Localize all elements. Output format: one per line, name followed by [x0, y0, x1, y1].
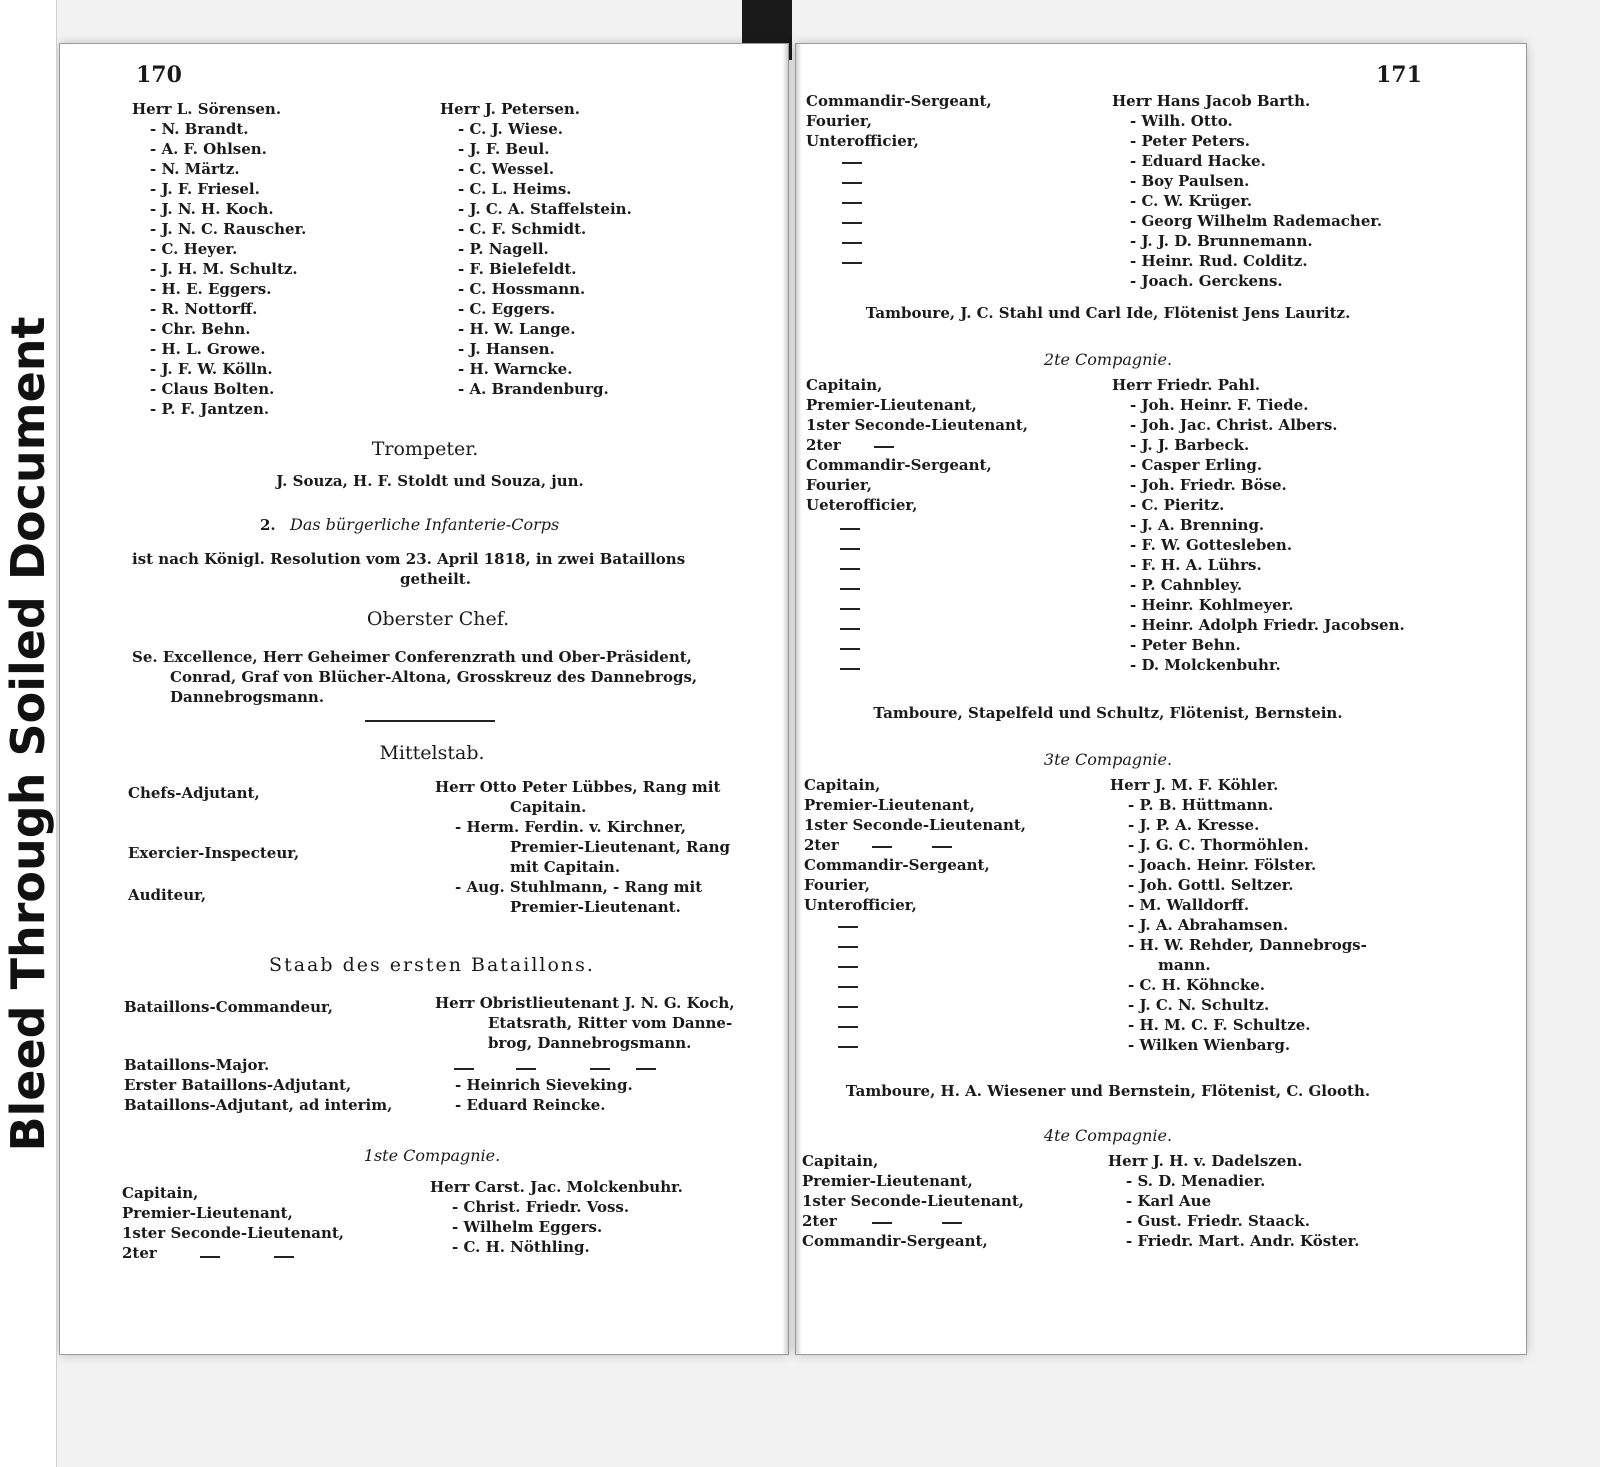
list-item: - R. Nottorff. — [150, 300, 258, 318]
ditto-dash — [840, 668, 860, 670]
rank-label: 2ter — [802, 1212, 837, 1230]
tamboure-line: Tamboure, J. C. Stahl und Carl Ide, Flötenist Jens Lauritz. — [865, 304, 1351, 322]
ditto-dash — [840, 568, 860, 570]
section-heading: Staab des ersten Bataillons. — [269, 954, 595, 976]
rank-label: Exercier-Inspecteur, — [128, 844, 300, 862]
list-item: - H. Warncke. — [458, 360, 573, 378]
name-entry: - S. D. Menadier. — [1126, 1172, 1266, 1190]
rank-label: 1ster Seconde-Lieutenant, — [806, 416, 1029, 434]
rank-label: Premier-Lieutenant, — [802, 1172, 973, 1190]
ditto-dash — [932, 846, 952, 848]
list-item: - H. W. Lange. — [458, 320, 576, 338]
section-heading: Trompeter. — [371, 438, 479, 460]
name-entry: - Heinr. Rud. Colditz. — [1130, 252, 1308, 270]
list-item: - J. N. H. Koch. — [150, 200, 274, 218]
ditto-dash — [840, 588, 860, 590]
name-entry: - Joh. Friedr. Böse. — [1130, 476, 1287, 494]
rank-label: 1ster Seconde-Lieutenant, — [804, 816, 1027, 834]
rank-label: Bataillons-Adjutant, ad interim, — [124, 1096, 393, 1114]
divider — [365, 720, 495, 722]
name-entry: - Eduard Reincke. — [455, 1096, 606, 1114]
rank-label: 1ster Seconde-Lieutenant, — [122, 1224, 345, 1242]
rank-label: Commandir-Sergeant, — [804, 856, 990, 874]
name-entry: - D. Molckenbuhr. — [1130, 656, 1281, 674]
name-entry: - Herm. Ferdin. v. Kirchner, — [455, 818, 687, 836]
ditto-dash — [838, 1026, 858, 1028]
list-item: - J. Hansen. — [458, 340, 555, 358]
right-page — [796, 44, 1526, 1354]
text-line: Se. Excellence, Herr Geheimer Conferenzrath und Ober-Präsident, — [132, 648, 692, 666]
name-entry: - C. H. Nöthling. — [452, 1238, 590, 1256]
rank-label: 2ter — [806, 436, 841, 454]
list-item: - C. J. Wiese. — [458, 120, 563, 138]
ditto-dash — [274, 1256, 294, 1258]
name-entry: mann. — [1158, 956, 1211, 974]
list-item: - C. L. Heims. — [458, 180, 572, 198]
name-entry: Herr J. H. v. Dadelszen. — [1108, 1152, 1303, 1170]
ditto-dash — [838, 1046, 858, 1048]
ditto-dash — [942, 1222, 962, 1224]
list-item: - J. F. Friesel. — [150, 180, 260, 198]
list-item: - A. Brandenburg. — [458, 380, 609, 398]
name-entry: brog, Dannebrogsmann. — [488, 1034, 692, 1052]
text-line: J. Souza, H. F. Stoldt und Souza, jun. — [276, 472, 584, 490]
rank-label: Commandir-Sergeant, — [806, 92, 992, 110]
name-entry: Herr Friedr. Pahl. — [1112, 376, 1261, 394]
list-item: - C. F. Schmidt. — [458, 220, 587, 238]
name-entry: - C. W. Krüger. — [1130, 192, 1253, 210]
list-item: - N. Brandt. — [150, 120, 249, 138]
company-heading: 1ste Compagnie. — [363, 1146, 501, 1165]
name-entry: - Joach. Heinr. Fölster. — [1128, 856, 1317, 874]
ditto-dash — [838, 966, 858, 968]
archive-stamp — [0, 0, 57, 1467]
list-item: - Chr. Behn. — [150, 320, 251, 338]
name-entry: - Georg Wilhelm Rademacher. — [1130, 212, 1383, 230]
ditto-dash — [454, 1068, 474, 1070]
list-item: - Claus Bolten. — [150, 380, 275, 398]
name-entry: - Joh. Jac. Christ. Albers. — [1130, 416, 1338, 434]
list-item: - J. C. A. Staffelstein. — [458, 200, 632, 218]
name-entry: - Heinr. Adolph Friedr. Jacobsen. — [1130, 616, 1405, 634]
rank-label: Unterofficier, — [804, 896, 917, 914]
ditto-dash — [590, 1068, 610, 1070]
rank-label: Ueterofficier, — [806, 496, 918, 514]
ditto-dash — [840, 528, 860, 530]
name-entry: Etatsrath, Ritter vom Danne- — [488, 1014, 733, 1032]
list-item: - C. Heyer. — [150, 240, 238, 258]
list-item: - H. L. Growe. — [150, 340, 266, 358]
rank-label: Bataillons-Major. — [124, 1056, 270, 1074]
ditto-dash — [840, 548, 860, 550]
rank-label: Fourier, — [806, 476, 872, 494]
rank-label: Commandir-Sergeant, — [806, 456, 992, 474]
list-item: - C. Eggers. — [458, 300, 556, 318]
list-item: - J. N. C. Rauscher. — [150, 220, 307, 238]
name-entry: - M. Walldorff. — [1128, 896, 1250, 914]
tamboure-line: Tamboure, H. A. Wiesener und Bernstein, Flötenist, C. Glooth. — [845, 1082, 1371, 1100]
name-entry: - Friedr. Mart. Andr. Köster. — [1126, 1232, 1360, 1250]
ditto-dash — [840, 648, 860, 650]
text-line: getheilt. — [400, 570, 471, 588]
name-entry: - Wilken Wienbarg. — [1128, 1036, 1291, 1054]
rank-label: Erster Bataillons-Adjutant, — [124, 1076, 352, 1094]
rank-label: 2ter — [122, 1244, 157, 1262]
name-entry: - J. A. Abrahamsen. — [1128, 916, 1289, 934]
left-page — [60, 44, 788, 1354]
list-item: - P. F. Jantzen. — [150, 400, 270, 418]
name-entry: - F. W. Gottesleben. — [1130, 536, 1293, 554]
stamp-label: Bleed Through Soiled Document — [1, 316, 55, 1152]
list-item: Herr L. Sörensen. — [132, 100, 282, 118]
text-line: ist nach Königl. Resolution vom 23. April 1818, in zwei Bataillons — [132, 550, 686, 568]
rank-label: Premier-Lieutenant, — [806, 396, 977, 414]
name-entry: - Gust. Friedr. Staack. — [1126, 1212, 1310, 1230]
name-entry: - J. C. N. Schultz. — [1128, 996, 1270, 1014]
name-entry: Capitain. — [510, 798, 587, 816]
rank-label: Fourier, — [806, 112, 872, 130]
rank-label: Capitain, — [804, 776, 881, 794]
ditto-dash — [842, 182, 862, 184]
ditto-dash — [200, 1256, 220, 1258]
ditto-dash — [874, 446, 894, 448]
name-entry: Premier-Lieutenant, Rang — [510, 838, 730, 856]
name-entry: - J. J. D. Brunnemann. — [1130, 232, 1313, 250]
company-heading: 2te Compagnie. — [1043, 350, 1173, 369]
name-entry: - J. G. C. Thormöhlen. — [1128, 836, 1309, 854]
ditto-dash — [516, 1068, 536, 1070]
ditto-dash — [838, 1006, 858, 1008]
name-entry: - Christ. Friedr. Voss. — [452, 1198, 630, 1216]
name-entry: Herr Obristlieutenant J. N. G. Koch, — [435, 994, 735, 1012]
name-entry: - Peter Behn. — [1130, 636, 1241, 654]
section-title: Das bürgerliche Infanterie-Corps — [290, 515, 560, 534]
rank-label: Capitain, — [806, 376, 883, 394]
rank-label: Unterofficier, — [806, 132, 919, 150]
ditto-dash — [840, 608, 860, 610]
ditto-dash — [636, 1068, 656, 1070]
name-entry: mit Capitain. — [510, 858, 621, 876]
ditto-dash — [842, 202, 862, 204]
name-entry: - Heinr. Kohlmeyer. — [1130, 596, 1294, 614]
name-entry: - H. M. C. F. Schultze. — [1128, 1016, 1311, 1034]
list-item: - J. H. M. Schultz. — [150, 260, 298, 278]
rank-label: Chefs-Adjutant, — [128, 784, 260, 802]
name-entry: - F. H. A. Lührs. — [1130, 556, 1262, 574]
ditto-dash — [842, 162, 862, 164]
section-number: 2. — [260, 516, 276, 534]
ditto-dash — [872, 1222, 892, 1224]
ditto-dash — [842, 242, 862, 244]
text-line: Conrad, Graf von Blücher-Altona, Grosskreuz des Dannebrogs, — [170, 668, 698, 686]
list-item: Herr J. Petersen. — [440, 100, 581, 118]
name-entry: - C. H. Köhncke. — [1128, 976, 1265, 994]
list-item: - J. F. W. Kölln. — [150, 360, 273, 378]
name-entry: - Wilhelm Eggers. — [452, 1218, 603, 1236]
rank-label: 1ster Seconde-Lieutenant, — [802, 1192, 1025, 1210]
name-entry: Herr Carst. Jac. Molckenbuhr. — [430, 1178, 683, 1196]
page-crease-shadow — [782, 44, 788, 1354]
page-number: 170 — [136, 62, 182, 88]
name-entry: Herr Otto Peter Lübbes, Rang mit — [435, 778, 721, 796]
name-entry: - Aug. Stuhlmann, - Rang mit — [455, 878, 703, 896]
name-entry: - Joh. Gottl. Seltzer. — [1128, 876, 1294, 894]
list-item: - J. F. Beul. — [458, 140, 550, 158]
list-item: - H. E. Eggers. — [150, 280, 272, 298]
rank-label: Premier-Lieutenant, — [804, 796, 975, 814]
ditto-dash — [838, 946, 858, 948]
name-entry: - P. B. Hüttmann. — [1128, 796, 1274, 814]
rank-label: Capitain, — [122, 1184, 199, 1202]
name-entry: Premier-Lieutenant. — [510, 898, 681, 916]
ditto-dash — [838, 986, 858, 988]
text-line: Dannebrogsmann. — [170, 688, 325, 706]
company-heading: 4te Compagnie. — [1043, 1126, 1173, 1145]
name-entry: - Joh. Heinr. F. Tiede. — [1130, 396, 1309, 414]
name-entry: - Joach. Gerckens. — [1130, 272, 1283, 290]
ditto-dash — [840, 628, 860, 630]
name-entry: - Boy Paulsen. — [1130, 172, 1250, 190]
rank-label: Auditeur, — [128, 886, 207, 904]
ditto-dash — [842, 222, 862, 224]
name-entry: - Peter Peters. — [1130, 132, 1250, 150]
list-item: - A. F. Ohlsen. — [150, 140, 267, 158]
company-heading: 3te Compagnie. — [1043, 750, 1173, 769]
name-entry: Herr Hans Jacob Barth. — [1112, 92, 1311, 110]
name-entry: - P. Cahnbley. — [1130, 576, 1243, 594]
rank-label: Premier-Lieutenant, — [122, 1204, 293, 1222]
name-entry: - H. W. Rehder, Dannebrogs- — [1128, 936, 1367, 954]
name-entry: Herr J. M. F. Köhler. — [1110, 776, 1279, 794]
ditto-dash — [838, 926, 858, 928]
name-entry: - J. A. Brenning. — [1130, 516, 1265, 534]
name-entry: - Wilh. Otto. — [1130, 112, 1233, 130]
list-item: - N. Märtz. — [150, 160, 240, 178]
ditto-dash — [872, 846, 892, 848]
rank-label: Capitain, — [802, 1152, 879, 1170]
ditto-dash — [842, 262, 862, 264]
name-entry: - Casper Erling. — [1130, 456, 1263, 474]
rank-label: Bataillons-Commandeur, — [124, 998, 334, 1016]
tamboure-line: Tamboure, Stapelfeld und Schultz, Flötenist, Bernstein. — [873, 704, 1343, 722]
list-item: - C. Hossmann. — [458, 280, 586, 298]
rank-label: 2ter — [804, 836, 839, 854]
name-entry: - Heinrich Sieveking. — [455, 1076, 633, 1094]
rank-label: Commandir-Sergeant, — [802, 1232, 988, 1250]
rank-label: Fourier, — [804, 876, 870, 894]
name-entry: - Eduard Hacke. — [1130, 152, 1266, 170]
page-number: 171 — [1376, 62, 1422, 88]
list-item: - C. Wessel. — [458, 160, 555, 178]
list-item: - F. Bielefeldt. — [458, 260, 577, 278]
name-entry: - C. Pieritz. — [1130, 496, 1225, 514]
name-entry: - Karl Aue — [1126, 1192, 1212, 1210]
list-item: - P. Nagell. — [458, 240, 549, 258]
name-entry: - J. J. Barbeck. — [1130, 436, 1250, 454]
name-entry: - J. P. A. Kresse. — [1128, 816, 1260, 834]
section-heading: Oberster Chef. — [366, 608, 510, 630]
section-heading: Mittelstab. — [379, 742, 485, 764]
